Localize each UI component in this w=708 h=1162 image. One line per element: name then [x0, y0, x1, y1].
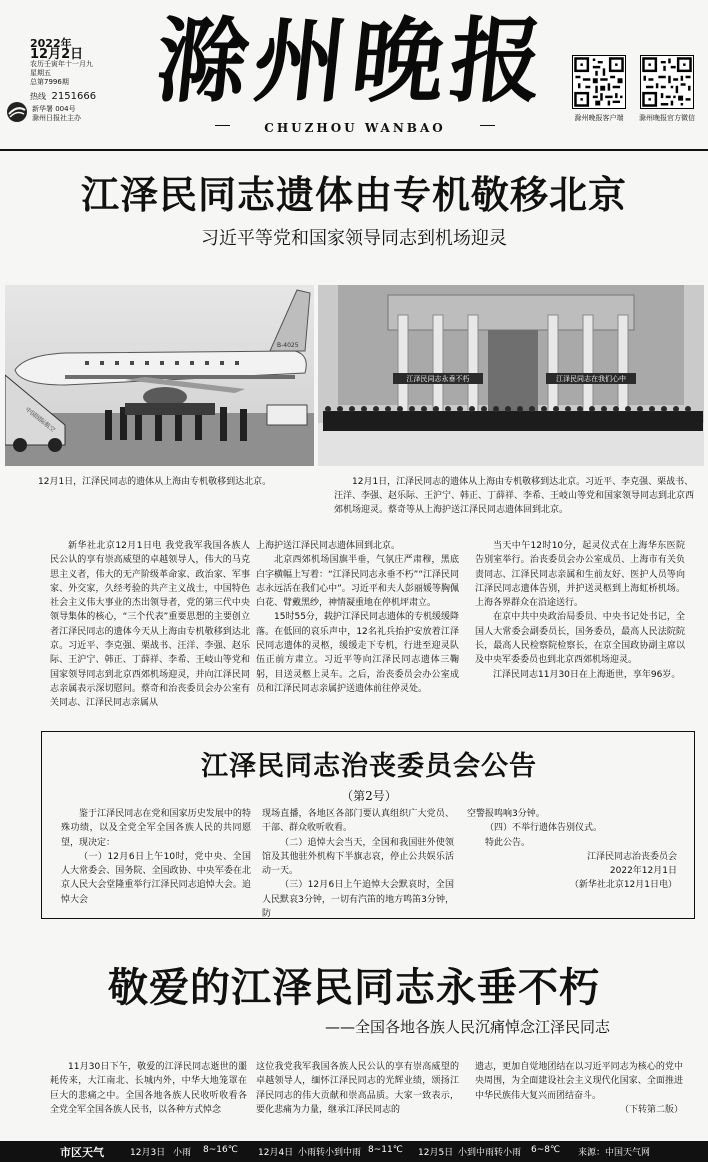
- paragraph: 新华社北京12月1日电 我党我军我国各族人民公认的享有崇高威望的卓越领导人，伟大的马克思主义者，伟大的无产阶级革命家、政治家、军事家、外交家，久经考验的共产主义战士，中国特色社会主义伟大事业的杰出领导者，党的第三代中央领导集体的核心，“三个代表”重要思想的主要创立者江泽民同志的遗体今天从上海由专机敬移到达北京。习近平、李克强、栗战书、汪洋、李强、赵乐际、王沪宁、韩正、丁薛祥、李希、王岐山等党和国家领导同志到北京西郊机场迎灵，并向江泽民同志亲属表示深切慰问。蔡奇和治丧委员会办公室有关同志、江泽民同志亲属从: [50, 541, 250, 709]
- paragraph: 在京中共中央政治局委员、中央书记处书记，全国人大常委会副委员长，国务委员，最高人民法院院长，最高人民检察院检察长，在京全国政协副主席以及中央军委委员也到北京西郊机场迎灵。: [475, 612, 685, 666]
- date-block: [30, 38, 130, 102]
- announcement-signer: 江泽民同志治丧委员会: [586, 851, 677, 862]
- hotline-row: [30, 91, 130, 102]
- article-1-col-3: [475, 539, 685, 682]
- qr-code-icon: [572, 55, 626, 109]
- weather-bar: [0, 1141, 708, 1162]
- article-2-headline: 敬爱的江泽民同志永垂不朽: [108, 964, 600, 1011]
- weekday: 星期五: [30, 69, 51, 77]
- announcement-col-2: [262, 807, 454, 921]
- paragraph: 现场直播，各地区各部门要认真组织广大党员、干部、群众收听收看。: [262, 809, 454, 834]
- issue-number: 总第7996期: [30, 78, 69, 86]
- masthead: [0, 0, 708, 150]
- airport-ceremony-image: [318, 285, 704, 466]
- masthead-rule: [0, 149, 708, 151]
- announcement-number: （第2号）: [341, 789, 397, 803]
- weather-day-3-date: 12月5日: [418, 1148, 454, 1158]
- article-2-subheadline: ——全国各地各族人民沉痛悼念江泽民同志: [324, 1018, 610, 1036]
- announcement-title: 江泽民同志治丧委员会公告: [201, 751, 537, 782]
- newspaper-title: 滁州晚报: [150, 7, 555, 115]
- paragraph: 11月30日下午，敬爱的江泽民同志逝世的噩耗传来，大江南北、长城内外，中华大地笼罩在巨大的悲痛之中。全国各地各族人民收听收看各全党全军全国各族人民书，以各种方式悼念: [50, 1062, 247, 1115]
- paragraph: 当天中午12时10分，起灵仪式在上海华东医院告别室举行。治丧委员会办公室成员、上海市有关负责同志、江泽民同志亲属和生前友好、医护人员等向江泽民同志遗体告别，并护送灵柩到上海虹桥机场。上海各界群众在沿途送行。: [475, 541, 685, 609]
- stairs-airline-text: 中国国际航空: [23, 406, 57, 434]
- weather-day-3-temp: 6~8℃: [531, 1145, 561, 1155]
- announcement-box: [41, 731, 695, 919]
- date: 12月2日: [30, 47, 84, 62]
- weather-day-3-condition: 小到中雨转小雨: [458, 1148, 522, 1158]
- qr-wechat: [640, 55, 701, 123]
- article-2-col-3: [475, 1060, 683, 1117]
- article-2-col-1: [50, 1060, 247, 1117]
- hotline-label: 热线: [30, 92, 46, 101]
- year: 2022年: [30, 37, 72, 50]
- paragraph: 北京西郊机场国旗半垂，气氛庄严肃穆，黑底白字横幅上写着：“江泽民同志永垂不朽”“江泽民同志永远活在我们心中”。习近平和夫人彭丽媛等胸佩白花、臂戴黑纱，神情凝重地在停机坪肃立。: [256, 555, 459, 609]
- qr-code-icon: [640, 55, 694, 109]
- main-subheadline: 习近平等党和国家领导同志到机场迎灵: [201, 228, 507, 249]
- qr-app: [572, 55, 633, 123]
- photo-left-caption: 12月1日，江泽民同志的遗体从上海由专机敬移到达北京。: [38, 477, 272, 487]
- banner-right: 江泽民同志在我们心中: [556, 375, 626, 383]
- photo-right-caption: 12月1日，江泽民同志的遗体从上海由专机敬移到达北京。习近平、李克强、栗战书、汪洋、李强、赵乐际、王沪宁、韩正、丁薛祥、李希、王岐山等党和国家领导同志到北京西郊机场迎灵。蔡奇等从上海护送江泽民同志遗体回到北京。: [334, 477, 695, 515]
- paragraph: 遗志，更加自觉地团结在以习近平同志为核心的党中央周围，为全面建设社会主义现代化国家、全面推进中华民族伟大复兴而团结奋斗。: [475, 1062, 683, 1101]
- cn-number: 新华署 004号: [32, 105, 76, 113]
- weather-day-1-date: 12月3日: [130, 1148, 166, 1158]
- paragraph: 上海护送江泽民同志遗体回到北京。: [256, 541, 401, 551]
- weather-source: 来源：中国天气网: [578, 1148, 651, 1158]
- article-1-col-2: [256, 539, 459, 696]
- newspaper-title-latin: CHUZHOU WANBAO: [230, 121, 480, 135]
- paragraph: （三）12月6日上午追悼大会默哀时，全国人民默哀3分钟，一切有汽笛的地方鸣笛3分钟，防: [262, 880, 454, 920]
- photo-airplane: [5, 285, 314, 466]
- weather-label: 市区天气: [60, 1146, 104, 1159]
- publisher-info: [32, 105, 81, 123]
- hotline-number: 2151666: [51, 91, 97, 102]
- announcement-col-1: [61, 807, 251, 907]
- article-1-col-1: [50, 539, 250, 711]
- paragraph: 鉴于江泽民同志在党和国家历史发展中的特殊功绩，以及全党全军全国各族人民的共同愿望，现决定：: [61, 809, 251, 848]
- announcement-date: 2022年12月1日: [609, 866, 677, 877]
- publisher-logo-icon: [6, 101, 28, 123]
- weather-day-1-condition: 小雨: [173, 1148, 192, 1158]
- paragraph: 15时55分，载护江泽民同志遗体的专机缓缓降落。在低回的哀乐声中，12名礼兵抬护安放着江泽民同志遗体的灵柩，缓缓走下专机，行进至迎灵队伍正前方肃立。习近平等向江泽民同志遗体三鞠躬，目送灵柩上灵车。之后，治丧委员会办公室成员和江泽民同志亲属护送遗体前往停灵处。: [256, 612, 459, 694]
- announcement-col-3: [467, 807, 677, 893]
- weather-day-1-temp: 8~16℃: [203, 1145, 238, 1155]
- article-2-col-2: [256, 1060, 459, 1117]
- paragraph: （二）追悼大会当天，全国和我国驻外使领馆及其他驻外机构下半旗志哀，停止公共娱乐活动一天。: [262, 837, 454, 877]
- weather-day-2-date: 12月4日: [258, 1148, 294, 1158]
- qr-wechat-label: 滁州晚报官方微信: [639, 114, 695, 122]
- sponsor: 滁州日报社主办: [32, 114, 81, 122]
- plane-registration: B-4025: [277, 342, 299, 349]
- qr-app-label: 滁州晚报客户端: [574, 114, 624, 122]
- weather-day-2-temp: 8~11℃: [368, 1145, 403, 1155]
- banner-left: 江泽民同志永垂不朽: [406, 375, 470, 383]
- paragraph: 特此公告。: [485, 837, 531, 848]
- paragraph: 空警报鸣响3分钟。: [467, 809, 545, 819]
- weather-day-2-condition: 小雨转小到中雨: [298, 1148, 362, 1158]
- paragraph: 江泽民同志11月30日在上海逝世，享年96岁。: [493, 669, 681, 680]
- announcement-source: （新华社北京12月1日电）: [569, 880, 677, 891]
- paragraph: （一）12月6日上午10时，党中央、全国人大常委会、国务院、全国政协、中央军委在北京人民大会堂隆重举行江泽民同志追悼大会。追悼大会: [61, 851, 251, 905]
- main-headline: 江泽民同志遗体由专机敬移北京: [80, 173, 627, 217]
- continued-note: （下转第二版）: [619, 1104, 683, 1115]
- paragraph: 这位我党我军我国各族人民公认的享有崇高威望的卓越领导人，缅怀江泽民同志的光辉业绩，颂扬江泽民同志的伟大贡献和崇高品质。大家一致表示，要化悲痛为力量，继承江泽民同志的: [256, 1062, 459, 1115]
- lunar-date: 农历壬寅年十一月九: [30, 60, 93, 68]
- airplane-arrival-image: [5, 285, 314, 466]
- paragraph: （四）不举行遗体告别仪式。: [485, 823, 603, 834]
- photo-ceremony: [318, 285, 704, 466]
